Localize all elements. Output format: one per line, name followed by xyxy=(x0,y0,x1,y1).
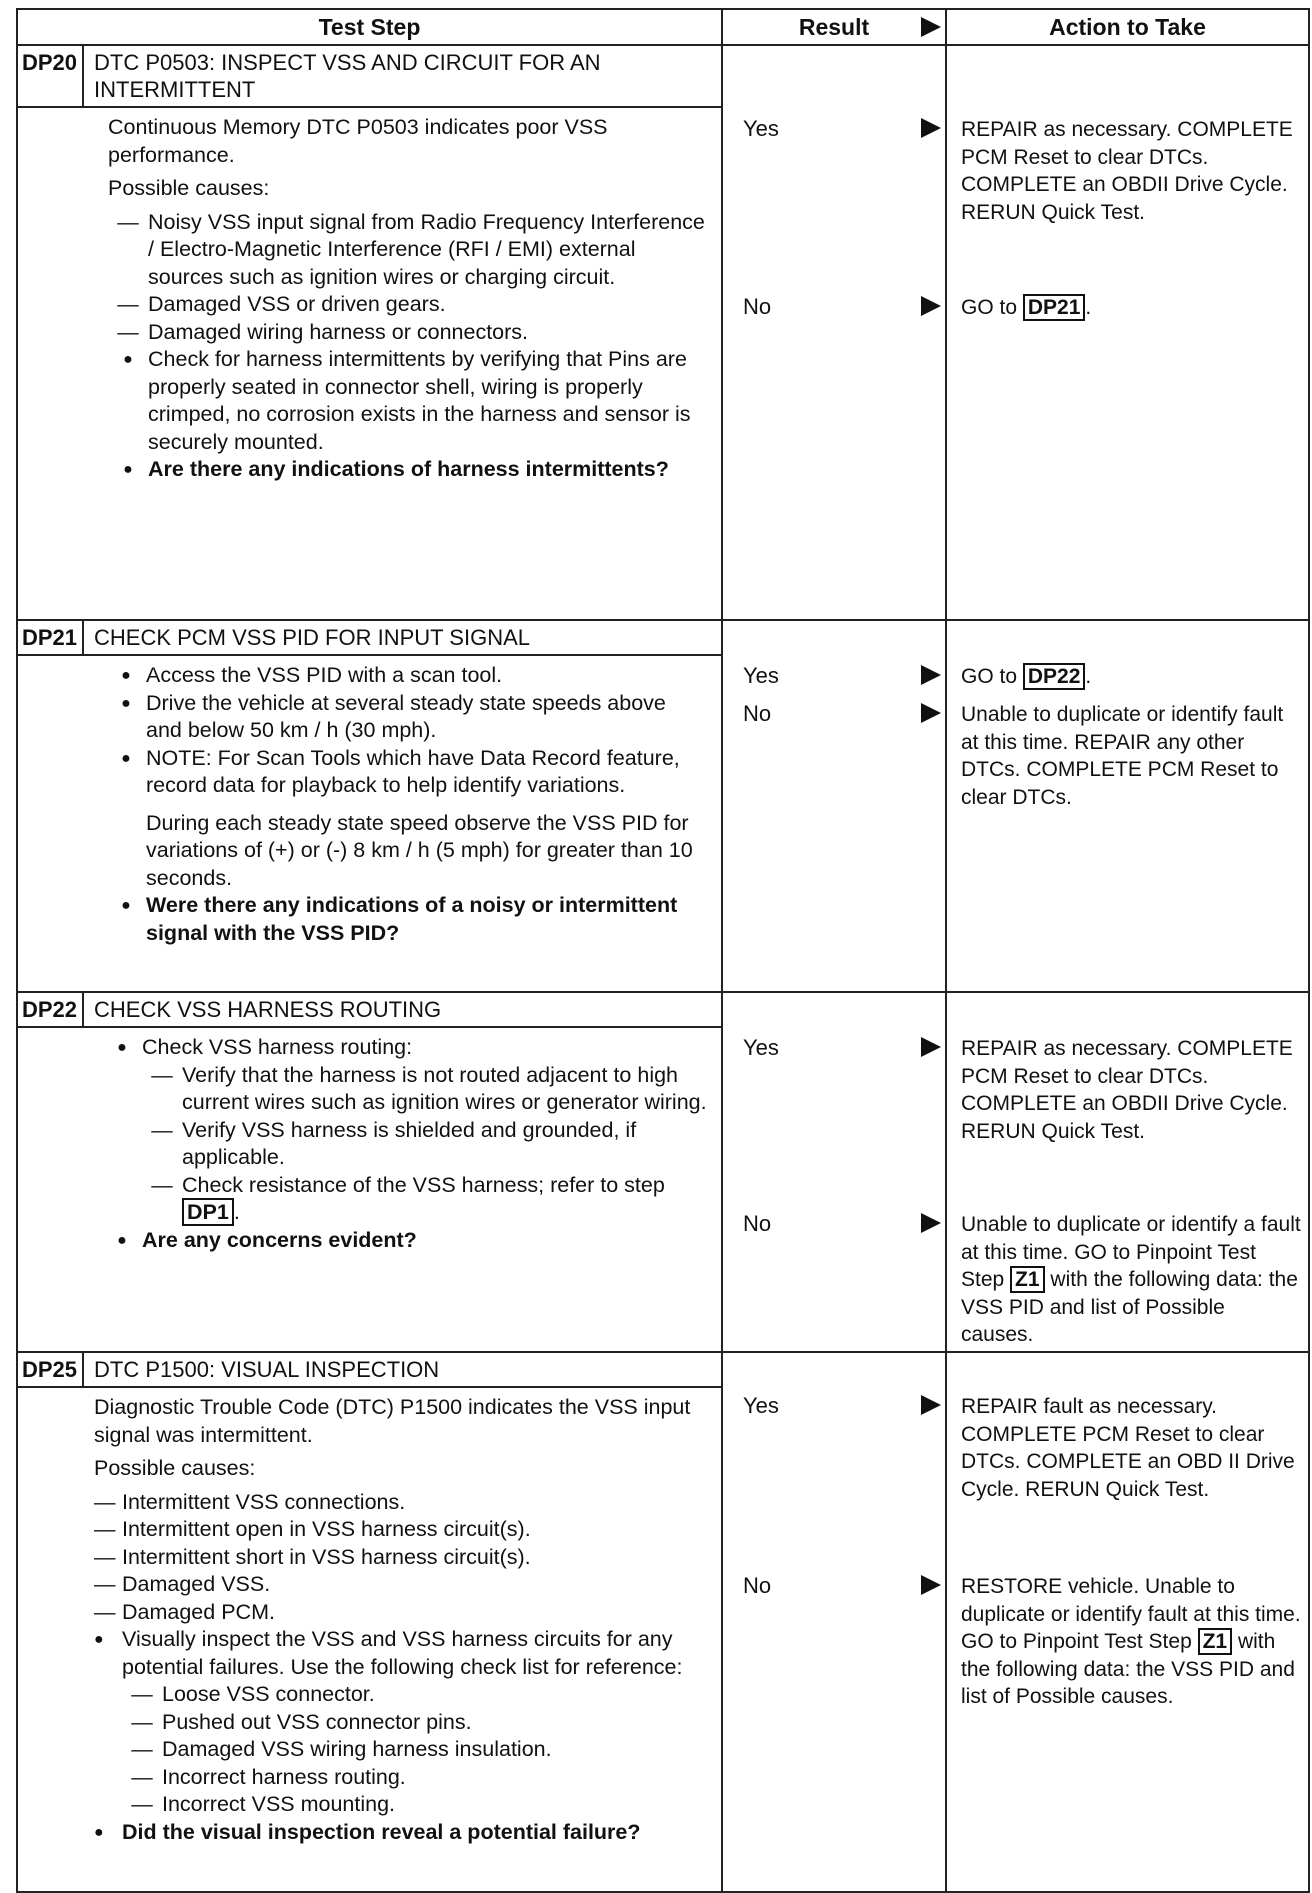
list-item-text: Visually inspect the VSS and VSS harness circuits for any potential failures. Use the following check list for reference: xyxy=(122,1627,683,1679)
action-text: Unable to duplicate or identify a fault at this time. GO to Pinpoint Test Step xyxy=(961,1213,1301,1291)
list-item-text: Verify that the harness is not routed adjacent to high current wires such as ignition wires or generator wiring. xyxy=(182,1062,707,1114)
action-text: with the following data: the VSS PID and list of Possible causes. xyxy=(961,1630,1295,1708)
bullet-icon: ● xyxy=(123,351,133,368)
list-item: — Damaged VSS wiring harness insulation. xyxy=(122,1736,707,1764)
result-yes: Yes xyxy=(743,1393,779,1418)
step-header xyxy=(18,993,721,1028)
step-text: Diagnostic Trouble Code (DTC) P1500 indicates the VSS input signal was intermittent. xyxy=(94,1395,691,1447)
list-item xyxy=(94,1626,707,1681)
step-reference-link[interactable]: DP1 xyxy=(182,1198,234,1226)
step-body xyxy=(18,108,721,488)
list-item: — Intermittent open in VSS harness circuit(s). xyxy=(94,1516,707,1544)
step-header xyxy=(18,621,721,656)
list-item xyxy=(108,456,707,484)
list-item: — Verify VSS harness is shielded and grounded, if applicable. xyxy=(142,1117,707,1172)
step-title: DTC P0503: INSPECT VSS AND CIRCUIT FOR AN INTERMITTENT xyxy=(94,50,601,102)
list-item-text: Damaged wiring harness or connectors. xyxy=(148,319,529,344)
step-text: Continuous Memory DTC P0503 indicates poor VSS performance. xyxy=(108,115,608,167)
step-question: Are any concerns evident? xyxy=(142,1227,417,1252)
step-id: DP21 xyxy=(18,621,84,654)
header-result-label: Result xyxy=(798,14,870,40)
list-item-text: Check VSS harness routing: xyxy=(142,1035,413,1059)
bullet-icon: ● xyxy=(117,1231,127,1249)
list-item-text: Noisy VSS input signal from Radio Frequency Interference / Electro-Magnetic Interference (RFI / EMI) external sources such as ignition wires or charging circuit. xyxy=(148,209,705,289)
step-title: CHECK VSS HARNESS ROUTING xyxy=(94,997,442,1022)
arrow-right-icon xyxy=(921,118,941,138)
list-item-text: . xyxy=(233,1200,240,1224)
list-item-text: Verify VSS harness is shielded and grounded, if applicable. xyxy=(182,1117,637,1169)
bullet-icon: ● xyxy=(117,1039,127,1056)
diagnostic-table xyxy=(16,8,1310,1893)
list-item: — Noisy VSS input signal from Radio Frequency Interference / Electro-Magnetic Interference (RFI / EMI) external sources such as ignition wires or charging circuit. xyxy=(108,209,707,292)
step-id: DP20 xyxy=(18,46,84,106)
step-header xyxy=(18,1353,721,1388)
action-cell xyxy=(946,45,1309,620)
list-item: — Pushed out VSS connector pins. xyxy=(122,1709,707,1737)
bullet-icon: ● xyxy=(94,1823,104,1841)
list-item: — Damaged wiring harness or connectors. xyxy=(108,319,707,347)
list-item: — Damaged VSS or driven gears. xyxy=(108,291,707,319)
test-step-cell xyxy=(17,1352,722,1892)
result-cell xyxy=(722,620,946,992)
test-step-cell xyxy=(17,992,722,1352)
step-question: Were there any indications of a noisy or intermittent signal with the VSS PID? xyxy=(146,893,678,945)
action-text: GO to xyxy=(961,665,1018,688)
diagnostic-table-page xyxy=(16,8,1302,1893)
list-item xyxy=(108,346,707,456)
list-item-text: NOTE: For Scan Tools which have Data Record feature, record data for playback to help identify variations. xyxy=(146,745,680,797)
step-id: DP25 xyxy=(18,1353,84,1386)
list-item xyxy=(102,1034,707,1062)
step-text: Possible causes: xyxy=(108,176,270,200)
list-item: — Check resistance of the VSS harness; refer to step DP1 . xyxy=(142,1172,707,1227)
step-reference-link[interactable]: Z1 xyxy=(1010,1266,1045,1293)
list-item xyxy=(106,662,707,690)
action-no xyxy=(961,294,1302,322)
list-item-text: Loose VSS connector. xyxy=(162,1682,375,1706)
result-no: No xyxy=(743,294,772,319)
list-item-text: Damaged VSS or driven gears. xyxy=(148,292,446,316)
action-yes: REPAIR fault as necessary. COMPLETE PCM Reset to clear DTCs. COMPLETE an OBD II Drive Cycle. RERUN Quick Test. xyxy=(961,1395,1295,1501)
result-no: No xyxy=(743,701,772,726)
action-yes: REPAIR as necessary. COMPLETE PCM Reset to clear DTCs. COMPLETE an OBDII Drive Cycle. RERUN Quick Test. xyxy=(961,1037,1293,1143)
result-cell xyxy=(722,992,946,1352)
list-item-text: Check for harness intermittents by verifying that Pins are properly seated in connector shell, wiring is properly crimped, no corrosion exists in the harness and sensor is securely mounted. xyxy=(148,347,691,454)
step-text: Possible causes: xyxy=(94,1456,256,1480)
step-reference-link[interactable]: DP22 xyxy=(1023,663,1086,690)
test-step-row-dp25 xyxy=(17,1352,1309,1892)
list-item-text: Damaged VSS. xyxy=(122,1572,271,1596)
action-text: RESTORE vehicle. Unable to duplicate or identify fault at this time. GO to Pinpoint Test Step xyxy=(961,1575,1301,1653)
list-item-text: Incorrect harness routing. xyxy=(162,1764,406,1789)
list-item xyxy=(102,1227,707,1255)
list-item-text: Pushed out VSS connector pins. xyxy=(162,1709,472,1734)
header-result xyxy=(722,9,946,45)
list-item xyxy=(106,892,707,947)
action-no xyxy=(961,1573,1302,1711)
step-question: Are there any indications of harness intermittents? xyxy=(148,457,669,481)
result-yes: Yes xyxy=(743,663,779,688)
step-title: CHECK PCM VSS PID FOR INPUT SIGNAL xyxy=(94,625,531,650)
header-action: Action to Take xyxy=(946,9,1309,45)
result-cell xyxy=(722,45,946,620)
list-item-text xyxy=(182,1172,707,1227)
result-no: No xyxy=(743,1211,772,1236)
list-item: — Damaged PCM. xyxy=(94,1599,707,1627)
action-yes: REPAIR as necessary. COMPLETE PCM Reset to clear DTCs. COMPLETE an OBDII Drive Cycle. RERUN Quick Test. xyxy=(961,118,1293,224)
list-item: — Incorrect harness routing. xyxy=(122,1764,707,1792)
result-no: No xyxy=(743,1573,772,1598)
result-yes: Yes xyxy=(743,1035,779,1060)
list-item: — Verify that the harness is not routed adjacent to high current wires such as ignition wires or generator wiring. xyxy=(142,1062,707,1117)
list-item-text: Intermittent VSS connections. xyxy=(122,1489,406,1514)
action-text: . xyxy=(1085,296,1092,319)
test-step-row-dp22 xyxy=(17,992,1309,1352)
action-text: with the following data: the VSS PID and list of Possible causes. xyxy=(961,1268,1298,1346)
arrow-right-icon xyxy=(921,1395,941,1415)
step-text: During each steady state speed observe the VSS PID for variations of (+) or (-) 8 km / h (5 mph) for greater than 10 seconds. xyxy=(146,810,693,890)
list-item: — Damaged VSS. xyxy=(94,1571,707,1599)
list-item-text: Intermittent short in VSS harness circuit(s). xyxy=(122,1544,531,1569)
list-item-text: Drive the vehicle at several steady state speeds above and below 50 km / h (30 mph). xyxy=(146,690,666,742)
list-item: — Loose VSS connector. xyxy=(122,1681,707,1709)
action-no xyxy=(961,1211,1302,1349)
bullet-icon: ● xyxy=(121,749,131,767)
arrow-right-icon xyxy=(921,703,941,723)
arrow-right-icon xyxy=(921,296,941,316)
action-no: Unable to duplicate or identify fault at this time. REPAIR any other DTCs. COMPLETE PCM Reset to clear DTCs. xyxy=(961,703,1284,809)
bullet-icon: ● xyxy=(121,694,131,712)
list-item xyxy=(94,1819,707,1847)
result-yes: Yes xyxy=(743,116,779,141)
list-item-text: Intermittent open in VSS harness circuit(s). xyxy=(122,1517,531,1541)
table-header xyxy=(17,9,1309,45)
list-item-text: Damaged VSS wiring harness insulation. xyxy=(162,1737,552,1761)
action-cell xyxy=(946,992,1309,1352)
test-step-row-dp21 xyxy=(17,620,1309,992)
step-question: Did the visual inspection reveal a potential failure? xyxy=(122,1819,641,1844)
result-cell xyxy=(722,1352,946,1892)
action-cell xyxy=(946,1352,1309,1892)
action-text: GO to xyxy=(961,296,1018,319)
arrow-right-icon xyxy=(921,1037,941,1057)
bullet-icon: ● xyxy=(94,1631,104,1648)
test-step-cell xyxy=(17,620,722,992)
bullet-icon: ● xyxy=(121,667,131,684)
step-body xyxy=(18,1028,721,1258)
list-item-text: Incorrect VSS mounting. xyxy=(162,1792,396,1816)
list-item-text: Access the VSS PID with a scan tool. xyxy=(146,663,503,687)
list-item xyxy=(106,745,707,800)
step-reference-link[interactable]: Z1 xyxy=(1198,1628,1233,1655)
bullet-icon: ● xyxy=(123,461,133,478)
test-step-row-dp20 xyxy=(17,45,1309,620)
list-item-text: Check resistance of the VSS harness; refer to step xyxy=(182,1172,665,1197)
list-item: — Intermittent short in VSS harness circuit(s). xyxy=(94,1544,707,1572)
arrow-right-icon xyxy=(921,1213,941,1233)
step-title: DTC P1500: VISUAL INSPECTION xyxy=(94,1357,440,1382)
step-reference-link[interactable]: DP21 xyxy=(1023,294,1086,321)
step-id: DP22 xyxy=(18,993,84,1026)
header-test-step: Test Step xyxy=(17,9,722,45)
list-item-text: Damaged PCM. xyxy=(122,1599,275,1624)
test-step-cell xyxy=(17,45,722,620)
step-body xyxy=(18,656,721,951)
action-cell xyxy=(946,620,1309,992)
step-body xyxy=(18,1388,721,1850)
bullet-icon: ● xyxy=(121,897,131,914)
step-header xyxy=(18,46,721,108)
arrow-right-icon xyxy=(921,665,941,685)
arrow-right-icon xyxy=(921,17,941,37)
action-yes xyxy=(961,663,1302,691)
action-text: . xyxy=(1085,665,1092,688)
list-item: — Incorrect VSS mounting. xyxy=(122,1791,707,1819)
list-item xyxy=(106,690,707,745)
arrow-right-icon xyxy=(921,1575,941,1595)
list-item: — Intermittent VSS connections. xyxy=(94,1489,707,1517)
